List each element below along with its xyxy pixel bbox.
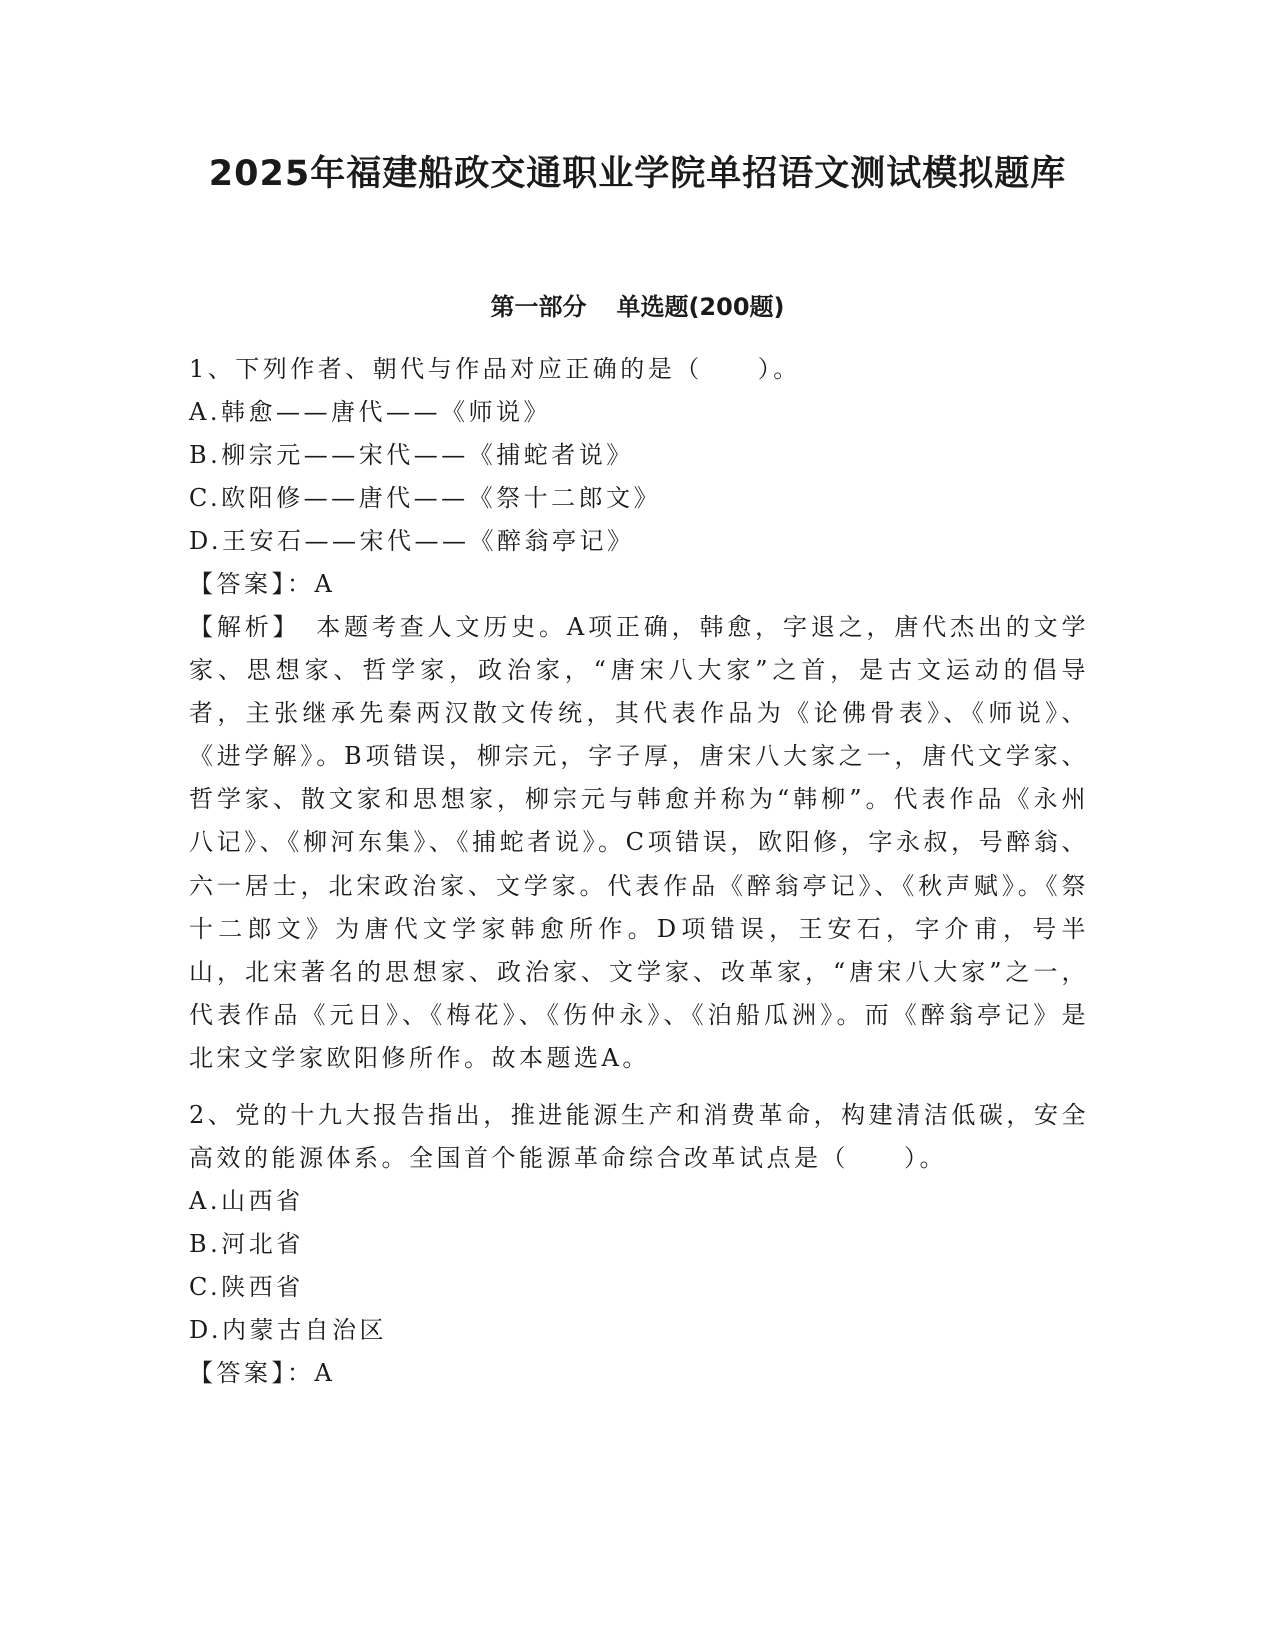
question-1 [189, 348, 1089, 1080]
section-title [0, 290, 1275, 324]
option-a: A.山西省 [189, 1187, 304, 1216]
option-d: D.王安石——宋代——《醉翁亭记》 [189, 527, 635, 555]
option-b: B.柳宗元——宋代——《捕蛇者说》 [189, 441, 634, 469]
question-2 [189, 1094, 1089, 1395]
section-name: 单选题(200题) [616, 293, 785, 321]
analysis-text: 本题考查人文历史。A项正确，韩愈，字退之，唐代杰出的文学家、思想家、哲学家，政治家，“唐宋八大家”之首，是古文运动的倡导者，主张继承先秦两汉散文传统，其代表作品为《论佛骨表》、《师说》、《进学解》。B项错误，柳宗元，字子厚，唐宋八大家之一，唐代文学家、哲学家、散文家和思想家，柳宗元与韩愈并称为“韩柳”。代表作品《永州八记》、《柳河东集》、《捕蛇者说》。C项错误，欧阳修，字永叔，号醉翁、六一居士，北宋政治家、文学家。代表作品《醉翁亭记》、《秋声赋》。《祭十二郎文》为唐代文学家韩愈所作。D项错误，王安石，字介甫，号半山，北宋著名的思想家、政治家、文学家、改革家，“唐宋八大家”之一，代表作品《元日》、《梅花》、《伤仲永》、《泊船瓜洲》。而《醉翁亭记》是北宋文学家欧阳修所作。故本题选A。 [189, 613, 1089, 1072]
option-c: C.欧阳修——唐代——《祭十二郎文》 [189, 484, 662, 512]
section-part: 第一部分 [490, 293, 587, 321]
document-title: 2025年福建船政交通职业学院单招语文测试模拟题库 [208, 154, 1067, 194]
option-d: D.内蒙古自治区 [189, 1316, 388, 1345]
option-a: A.韩愈——唐代——《师说》 [189, 398, 551, 426]
option-b: B.河北省 [189, 1230, 304, 1259]
analysis-paragraph [189, 606, 1089, 1080]
option-c: C.陕西省 [189, 1273, 304, 1302]
question-stem: 2、党的十九大报告指出，推进能源生产和消费革命，构建清洁低碳，安全高效的能源体系。全国首个能源革命综合改革试点是（ ）。 [189, 1101, 1089, 1173]
answer-row [189, 1352, 1089, 1395]
question-stem: 1、下列作者、朝代与作品对应正确的是（ ）。 [189, 355, 801, 383]
answer-value: A [314, 1359, 336, 1388]
answer-value: A [314, 570, 336, 598]
question-list [189, 348, 1089, 1395]
answer-label: 【答案】： [189, 570, 315, 598]
answer-row [189, 563, 1089, 606]
answer-label: 【答案】： [189, 1359, 315, 1388]
analysis-label: 【解析】 [189, 613, 317, 641]
